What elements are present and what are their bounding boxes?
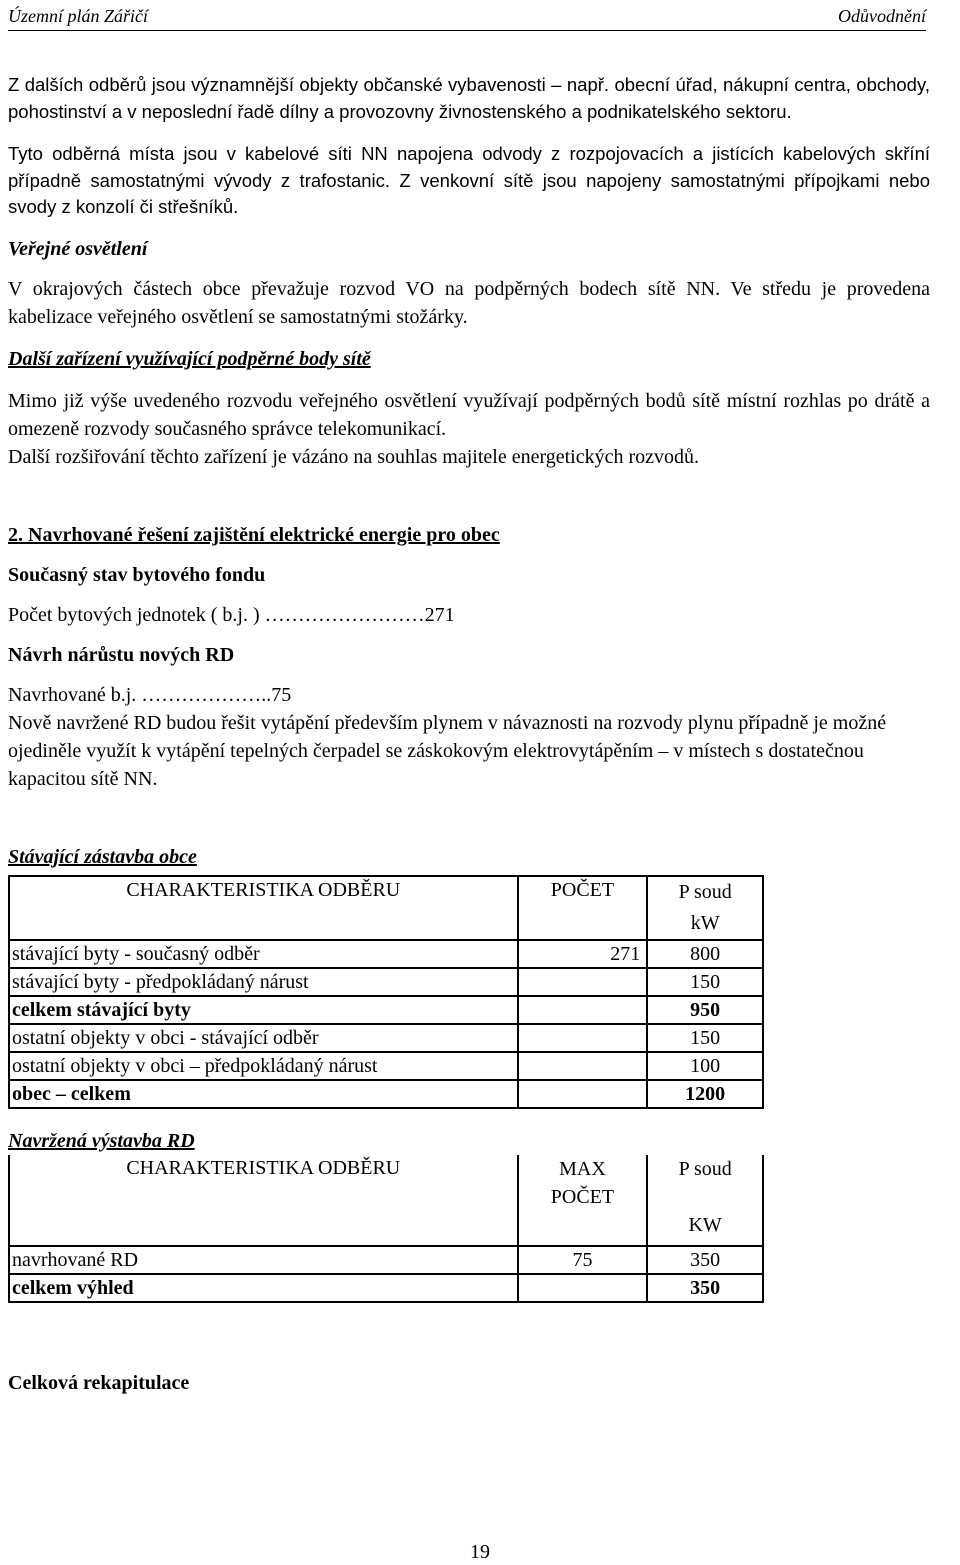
- row-power: 800: [647, 940, 763, 968]
- row-label: obec – celkem: [9, 1080, 518, 1108]
- col-header-count: POČET: [518, 876, 648, 940]
- row-power: 150: [647, 1024, 763, 1052]
- table-row: [9, 1246, 763, 1274]
- table-header-row: [9, 876, 763, 940]
- heading-other-devices: Další zařízení využívající podpěrné body sítě: [8, 347, 371, 370]
- table-row: [9, 996, 763, 1024]
- row-count: [518, 1080, 648, 1108]
- table-row: [9, 1024, 763, 1052]
- housing-count: Počet bytových jednotek ( b.j. ) ……………………271: [8, 603, 455, 626]
- heading-new-rd: Návrh nárůstu nových RD: [8, 643, 235, 666]
- row-label: stávající byty - předpokládaný nárust: [9, 968, 518, 996]
- heading-section-2: 2. Navrhované řešení zajištění elektrické energie pro obec: [8, 523, 500, 546]
- page-number: 19: [470, 1541, 490, 1563]
- col-header-count: [518, 1155, 648, 1246]
- power-label: P soud: [678, 1157, 732, 1180]
- paragraph-connection: Tyto odběrná místa jsou v kabelové síti NN napojena odvody z rozpojovacích a jistících kabelových skříní případně samostatnými vývody z trafostanic. Z venkovní sítě jsou napojeny samostatnými přípojkami nebo svody z konzolí či střešníků.: [8, 143, 930, 217]
- paragraph-consumers: Z dalších odběrů jsou významnější objekty občanské vybavenosti – např. obecní úřad, nákupní centra, obchody, pohostinství a v neposlední řadě dílny a provozovny živnostenského a podnikatelského sektoru.: [8, 74, 930, 122]
- paragraph-public-lighting: V okrajových částech obce převažuje rozvod VO na podpěrných bodech sítě NN. Ve středu je provedena kabelizace veřejného osvětlení se samostatnými stožárky.: [8, 277, 930, 328]
- row-power: 100: [647, 1052, 763, 1080]
- table-row: [9, 1080, 763, 1108]
- row-label: navrhované RD: [9, 1246, 518, 1274]
- paragraph-heating: Nově navržené RD budou řešit vytápění především plynem v návaznosti na rozvody plynu případně je možné ojediněle využít k vytápění tepelných čerpadel se záskokovým elektrovytápěním – v místech s dostatečnou kapacitou sítě NN.: [8, 711, 887, 790]
- row-label: stávající byty - současný odběr: [9, 940, 518, 968]
- row-count: [518, 996, 648, 1024]
- heading-proposed-construction: Navržená výstavba RD: [8, 1129, 195, 1152]
- row-count: [518, 1024, 648, 1052]
- paragraph-extension: Další rozšiřování těchto zařízení je vázáno na souhlas majitele energetických rozvodů.: [8, 445, 700, 468]
- row-label: ostatní objekty v obci – předpokládaný nárust: [9, 1052, 518, 1080]
- row-power: 950: [647, 996, 763, 1024]
- col-header-characteristic: CHARAKTERISTIKA ODBĚRU: [9, 1155, 518, 1246]
- row-count: [518, 1274, 648, 1302]
- col-header-power: [647, 1155, 763, 1246]
- power-unit: KW: [688, 1213, 722, 1236]
- table-proposed: [8, 1155, 764, 1303]
- heading-recapitulation: Celková rekapitulace: [8, 1371, 190, 1394]
- row-label: ostatní objekty v obci - stávající odběr: [9, 1024, 518, 1052]
- header-title: Územní plán Zářičí: [8, 6, 149, 26]
- row-label: celkem výhled: [9, 1274, 518, 1302]
- table-row: [9, 1274, 763, 1302]
- paragraph-other-devices: Mimo již výše uvedeného rozvodu veřejného osvětlení využívají podpěrných bodů sítě místní rozhlas po drátě a omezeně rozvody současného správce telekomunikací.: [8, 389, 930, 440]
- row-power: 150: [647, 968, 763, 996]
- table-row: [9, 1052, 763, 1080]
- document-body: [8, 72, 930, 1397]
- power-label: P soud: [678, 880, 732, 903]
- row-count: [518, 1052, 648, 1080]
- row-count: 271: [518, 940, 648, 968]
- proposed-units: Navrhované b.j. ………………..75: [8, 683, 292, 706]
- power-unit: kW: [690, 911, 720, 934]
- count-label: POČET: [550, 1185, 615, 1208]
- heading-housing-state: Současný stav bytového fondu: [8, 563, 266, 586]
- heading-existing-buildings: Stávající zástavba obce: [8, 845, 197, 868]
- row-power: 1200: [647, 1080, 763, 1108]
- table-header-row: [9, 1155, 763, 1246]
- row-label: celkem stávající byty: [9, 996, 518, 1024]
- table-existing: [8, 875, 764, 1109]
- heading-public-lighting: Veřejné osvětlení: [8, 237, 148, 260]
- max-label: MAX: [559, 1157, 606, 1180]
- col-header-power: [647, 876, 763, 940]
- table-row: [9, 940, 763, 968]
- row-power: 350: [647, 1274, 763, 1302]
- row-power: 350: [647, 1246, 763, 1274]
- row-count: 75: [518, 1246, 648, 1274]
- row-count: [518, 968, 648, 996]
- page-header: [8, 4, 926, 31]
- table-row: [9, 968, 763, 996]
- col-header-characteristic: CHARAKTERISTIKA ODBĚRU: [9, 876, 518, 940]
- header-section: Odůvodnění: [838, 6, 926, 26]
